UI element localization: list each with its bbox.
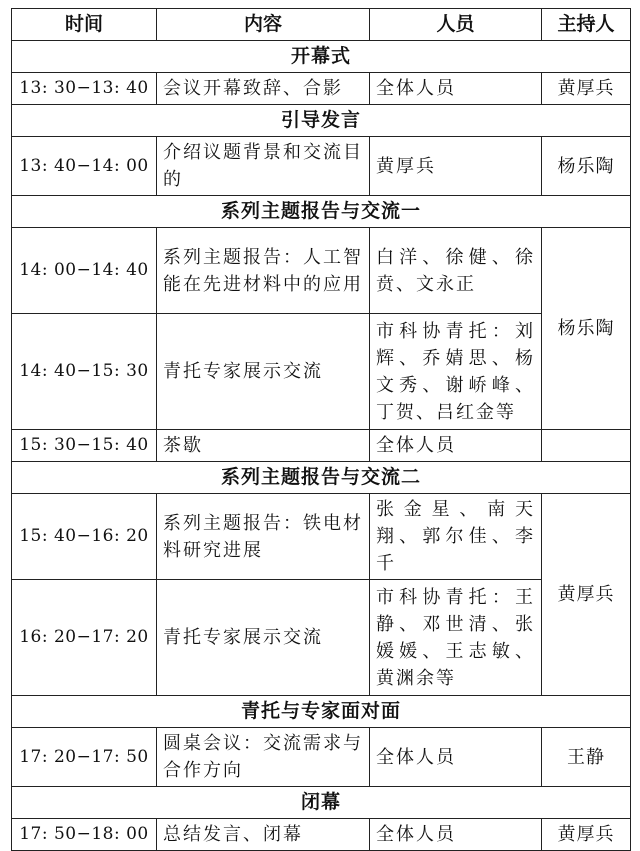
section-row	[12, 196, 631, 228]
row-people: 全体人员	[370, 73, 542, 105]
row-time: 14: 40−15: 30	[12, 314, 157, 430]
row-content: 系列主题报告：铁电材料研究进展	[157, 494, 370, 580]
table-row	[12, 430, 631, 462]
header-people: 人员	[370, 9, 542, 41]
header-host: 主持人	[542, 9, 631, 41]
section-faceoff: 青托与专家面对面	[12, 696, 631, 728]
table-row	[12, 494, 631, 580]
row-content: 介绍议题背景和交流目的	[157, 137, 370, 196]
row-people: 全体人员	[370, 819, 542, 851]
row-content: 总结发言、闭幕	[157, 819, 370, 851]
section-intro: 引导发言	[12, 105, 631, 137]
section-row	[12, 105, 631, 137]
table-row	[12, 73, 631, 105]
row-content: 青托专家展示交流	[157, 580, 370, 696]
header-row	[12, 9, 631, 41]
header-time: 时间	[12, 9, 157, 41]
row-people: 市科协青托：刘辉、乔婧思、杨文秀、谢峤峰、丁贺、吕红金等	[370, 314, 542, 430]
row-people: 市科协青托：王静、邓世清、张媛媛、王志敏、黄渊余等	[370, 580, 542, 696]
row-host: 杨乐陶	[542, 228, 631, 430]
row-people: 张金星、南天翔、郭尔佳、李千	[370, 494, 542, 580]
section-closing: 闭幕	[12, 787, 631, 819]
row-people: 白洋、徐健、徐贲、文永正	[370, 228, 542, 314]
table-row	[12, 580, 631, 696]
row-time: 15: 30−15: 40	[12, 430, 157, 462]
row-content: 青托专家展示交流	[157, 314, 370, 430]
row-host: 黄厚兵	[542, 494, 631, 696]
section-series2: 系列主题报告与交流二	[12, 462, 631, 494]
row-host: 杨乐陶	[542, 137, 631, 196]
section-row	[12, 696, 631, 728]
agenda-table	[11, 8, 631, 851]
row-host: 黄厚兵	[542, 73, 631, 105]
row-time: 13: 30−13: 40	[12, 73, 157, 105]
row-time: 14: 00−14: 40	[12, 228, 157, 314]
header-content: 内容	[157, 9, 370, 41]
table-row	[12, 228, 631, 314]
table-row	[12, 314, 631, 430]
section-row	[12, 41, 631, 73]
row-host: 黄厚兵	[542, 819, 631, 851]
row-time: 17: 50−18: 00	[12, 819, 157, 851]
table-row	[12, 819, 631, 851]
row-content: 会议开幕致辞、合影	[157, 73, 370, 105]
row-time: 15: 40−16: 20	[12, 494, 157, 580]
row-people: 全体人员	[370, 430, 542, 462]
section-row	[12, 462, 631, 494]
row-content: 系列主题报告：人工智能在先进材料中的应用	[157, 228, 370, 314]
row-host	[542, 430, 631, 462]
section-row	[12, 787, 631, 819]
row-people: 全体人员	[370, 728, 542, 787]
row-content: 茶歇	[157, 430, 370, 462]
table-row	[12, 137, 631, 196]
row-time: 13: 40−14: 00	[12, 137, 157, 196]
row-time: 17: 20−17: 50	[12, 728, 157, 787]
table-row	[12, 728, 631, 787]
row-host: 王静	[542, 728, 631, 787]
section-opening: 开幕式	[12, 41, 631, 73]
row-content: 圆桌会议：交流需求与合作方向	[157, 728, 370, 787]
row-time: 16: 20−17: 20	[12, 580, 157, 696]
row-people: 黄厚兵	[370, 137, 542, 196]
section-series1: 系列主题报告与交流一	[12, 196, 631, 228]
